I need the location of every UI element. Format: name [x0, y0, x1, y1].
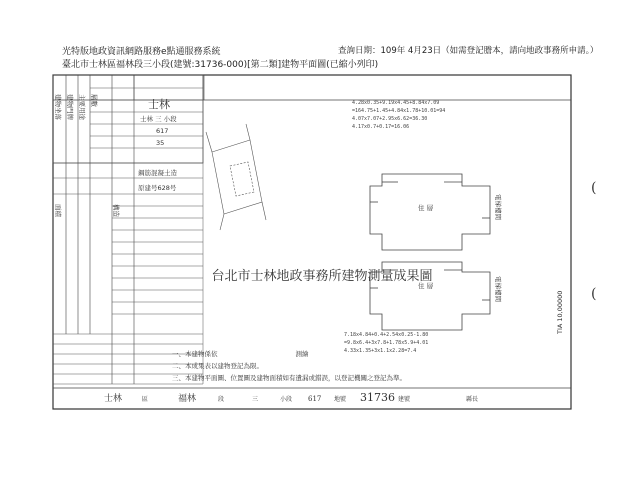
- footer-row: [104, 391, 478, 404]
- query-date: 查詢日期：109年 4月23日（如需登記謄本，請向地政事務所申請。）: [338, 46, 599, 56]
- footer-section-unit: 段: [218, 396, 225, 403]
- footer-building-no-unit: 建號: [398, 396, 411, 403]
- footer-lot-unit: 地號: [334, 396, 347, 403]
- footer-section: 福林: [178, 394, 197, 404]
- area-note: 原建号628号: [138, 184, 177, 192]
- floor-plan-upper: [370, 174, 490, 250]
- system-title: 光特版地政資訊網路服務e點通服務系統: [62, 47, 221, 57]
- left-value-1: 士林 三 小段: [140, 115, 177, 123]
- lower-floor-label: 住 層: [418, 282, 434, 290]
- sheet-title: 台北市士林地政事務所建物測量成果圖: [211, 269, 433, 284]
- note-2: 二、本成果表以建物登記為限。: [172, 362, 263, 370]
- lower-stair-label: 電梯樓間: [494, 276, 502, 302]
- svg-text:4.28x0.35+9.19x4.45+8.84x7.09: 4.28x0.35+9.19x4.45+8.84x7.09: [352, 100, 440, 106]
- svg-text:4.33x1.35+3x1.1x2.28=7.4: 4.33x1.35+3x1.1x2.28=7.4: [344, 348, 417, 354]
- svg-text:=164.75+1.45+4.84x1.78+10.01=9: =164.75+1.45+4.84x1.78+10.01=94: [352, 108, 446, 114]
- footer-building-no: 31736: [360, 391, 395, 404]
- location-sketch: [206, 124, 266, 230]
- survey-sheet: [52, 74, 572, 410]
- left-label-3: 主要用途: [78, 94, 86, 120]
- svg-text:7.18x4.84+0.4+2.54x0.25-1.80: 7.18x4.84+0.4+2.54x0.25-1.80: [344, 332, 429, 338]
- footer-lot: 617: [308, 395, 322, 403]
- upper-floor-label: 住 層: [418, 204, 434, 212]
- left-value-3: 35: [156, 139, 165, 147]
- district-hand: 士林: [148, 98, 170, 111]
- left-label-6: 面積: [54, 204, 62, 217]
- document-id: 臺北市士林區福林段三小段(建號:31736-000)[第二類]建物平面圖(已縮小列印): [62, 60, 379, 70]
- survey-drawing: [52, 74, 572, 410]
- footer-district: 士林: [104, 394, 123, 404]
- note-3: 三、本建物平面圖、位置圖及建物面積如有遺漏或錯誤，以登記機關之登記為準。: [172, 374, 406, 382]
- left-value-2: 617: [156, 127, 169, 135]
- footer-subsection-unit: 小段: [280, 396, 293, 403]
- dimension-notes: [344, 100, 445, 354]
- left-label-4: 層數: [90, 94, 98, 107]
- left-label-1: 建物坐落: [54, 94, 62, 120]
- margin-mark-2: (: [591, 286, 597, 302]
- left-label-2: 建物門牌: [66, 94, 74, 120]
- stamp-text: TIA 10,00000: [556, 290, 564, 334]
- upper-stair-label: 電梯樓間: [494, 194, 502, 220]
- footer-subsection: 三: [252, 396, 259, 403]
- svg-text:=9.8x6.4+3x7.8+1.78x5.9+4.01: =9.8x6.4+3x7.8+1.78x5.9+4.01: [344, 340, 429, 346]
- svg-text:4.07x7.07+2.95x6.62=36.30: 4.07x7.07+2.95x6.62=36.30: [352, 116, 428, 122]
- margin-mark-1: (: [591, 180, 597, 196]
- svg-text:4.17x0.7+0.17=16.06: 4.17x0.7+0.17=16.06: [352, 124, 410, 130]
- footer-district-unit: 區: [142, 396, 149, 403]
- note-1: 一、本建物係依 測繪: [172, 350, 309, 358]
- left-label-5: 構造: [112, 204, 120, 217]
- left-value-4: 鋼筋混凝土造: [138, 169, 177, 177]
- footer-chief: 縣長: [466, 396, 479, 403]
